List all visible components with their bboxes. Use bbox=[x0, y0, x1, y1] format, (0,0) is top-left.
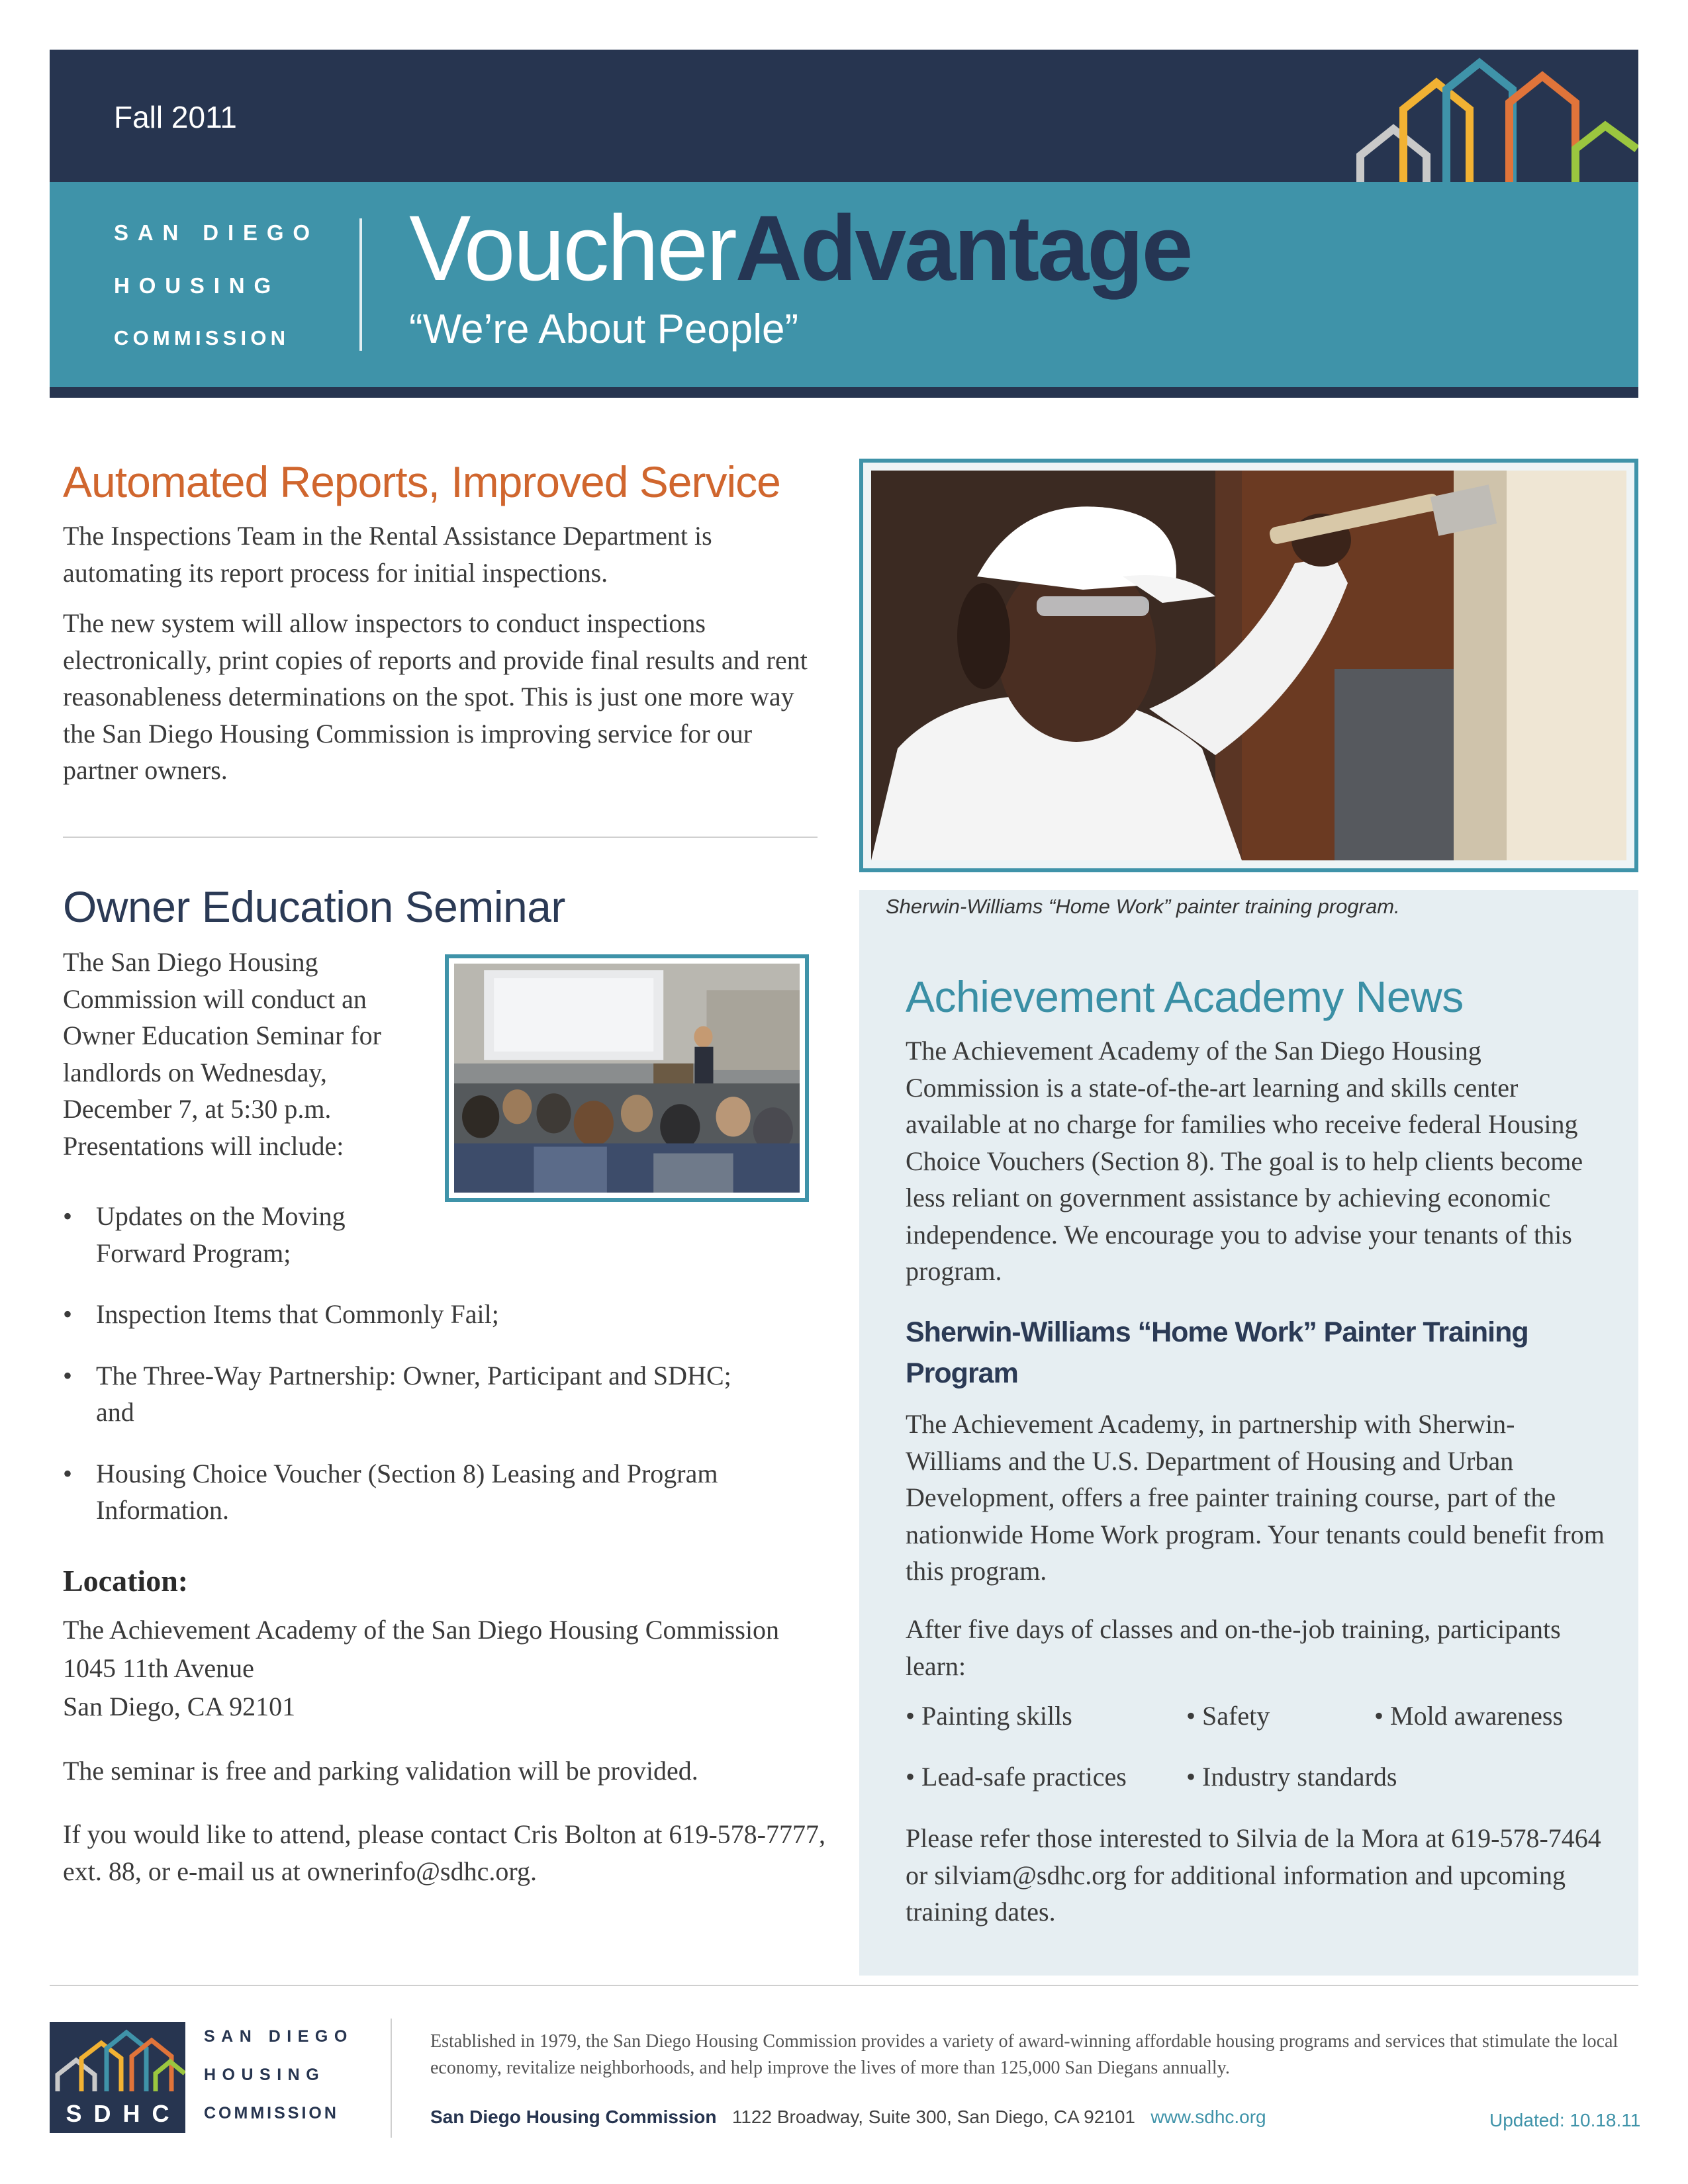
skill-item: • Safety bbox=[1186, 1701, 1270, 1731]
location-line: The Achievement Academy of the San Diego Housing Commission bbox=[63, 1615, 780, 1645]
section-divider bbox=[63, 837, 818, 838]
skill-item: • Lead-safe practices bbox=[906, 1762, 1127, 1792]
footer-street-address: 1122 Broadway, Suite 300, San Diego, CA 92101 bbox=[731, 2107, 1135, 2127]
org-name-line-1: SAN DIEGO bbox=[114, 220, 319, 245]
seminar-topic-item bbox=[63, 1357, 824, 1431]
seminar-topic-text: Updates on the Moving Forward Program; bbox=[96, 1201, 346, 1268]
footer-website-link[interactable]: www.sdhc.org bbox=[1150, 2107, 1266, 2127]
location-label: Location: bbox=[63, 1564, 189, 1598]
seminar-topic-item bbox=[63, 1198, 824, 1271]
tagline: “We’re About People” bbox=[409, 306, 799, 352]
photo-caption: Sherwin-Williams “Home Work” painter training program. bbox=[886, 895, 1400, 918]
section-owner-seminar-intro: The San Diego Housing Commission will conduct an Owner Education Seminar for landlords on Wednesday, December 7, at 5:30 p.m. Presentations will include: bbox=[63, 947, 381, 1161]
painter-photo-image bbox=[871, 471, 1626, 860]
org-name-line-3: COMMISSION bbox=[114, 326, 290, 349]
seminar-topic-text: Inspection Items that Commonly Fail; bbox=[96, 1299, 499, 1329]
bullet-icon: • bbox=[63, 1360, 73, 1390]
title-advantage: Advantage bbox=[735, 196, 1192, 300]
achievement-academy-p1: The Achievement Academy of the San Diego Housing Commission is a state-of-the-art learning and skills center available at no charge for families who receive federal Housing Choice Vouchers (Section 8). The goal is to help clients become less reliant on government assistance by achieving economic independence. We encourage you to advise your tenants of this program. bbox=[906, 1036, 1583, 1286]
skill-item: • Industry standards bbox=[1186, 1762, 1397, 1792]
section-automated-reports-p1: The Inspections Team in the Rental Assistance Department is automating its report process for initial inspections. bbox=[63, 521, 712, 588]
footer-houses-icon bbox=[50, 2022, 185, 2098]
footer-org-name: San Diego Housing Commission bbox=[430, 2107, 717, 2127]
seminar-attend-note: If you would like to attend, please contact Cris Bolton at 619-578-7777, ext. 88, or e-mail us at ownerinfo@sdhc.org. bbox=[63, 1819, 825, 1886]
bullet-icon: • bbox=[63, 1201, 73, 1231]
seminar-photo bbox=[445, 954, 809, 1202]
section-automated-reports-p2: The new system will allow inspectors to conduct inspections electronically, print copies of reports and provide final results and rent reasonableness determinations on the spot. This is just one more way the San Diego Housing Commission is improving service for our partner owners. bbox=[63, 608, 808, 785]
footer-rule bbox=[50, 1985, 1638, 1986]
sherwin-williams-p2: After five days of classes and on-the-job training, participants learn: bbox=[906, 1614, 1561, 1681]
location-address bbox=[63, 1611, 857, 1726]
seminar-photo-image bbox=[454, 964, 800, 1193]
sherwin-williams-contact: Please refer those interested to Silvia de la Mora at 619-578-7464 or silviam@sdhc.org for additional information and upcoming training dates. bbox=[906, 1823, 1601, 1927]
skill-item: • Painting skills bbox=[906, 1701, 1072, 1731]
org-name-line-2: HOUSING bbox=[114, 273, 281, 298]
achievement-academy-title: Achievement Academy News bbox=[906, 972, 1464, 1021]
painter-photo bbox=[859, 459, 1638, 872]
footer-address bbox=[430, 2107, 1266, 2128]
seminar-topics-list bbox=[63, 1198, 824, 1553]
footer-org-line-3: COMMISSION bbox=[204, 2104, 339, 2122]
updated-date: Updated: 10.18.11 bbox=[1489, 2110, 1641, 2130]
seminar-topic-item bbox=[63, 1296, 824, 1333]
skill-item: • Mold awareness bbox=[1374, 1701, 1564, 1731]
issue-season: Fall 2011 bbox=[114, 100, 237, 134]
seminar-free-note: The seminar is free and parking validation will be provided. bbox=[63, 1756, 698, 1786]
footer-org-line-1: SAN DIEGO bbox=[204, 2027, 353, 2046]
location-line: 1045 11th Avenue bbox=[63, 1653, 254, 1683]
bullet-icon: • bbox=[63, 1458, 73, 1488]
section-automated-reports-title: Automated Reports, Improved Service bbox=[63, 457, 780, 506]
sherwin-williams-p1: The Achievement Academy, in partnership with Sherwin-Williams and the U.S. Department of Housing and Urban Development, offers a free painter training course, part of the nationwide Home Work program. Your tenants could benefit from this program. bbox=[906, 1409, 1605, 1586]
bullet-icon: • bbox=[63, 1299, 73, 1329]
footer-logo-text: SDHC bbox=[66, 2100, 181, 2127]
footer-about: Established in 1979, the San Diego Housing Commission provides a variety of award-winning affordable housing programs and services that stimulate the local economy, revitalize neighborhoods, and help improve the lives of more than 125,000 San Diegans annually. bbox=[430, 2031, 1618, 2078]
section-owner-seminar-title: Owner Education Seminar bbox=[63, 882, 565, 931]
location-line: San Diego, CA 92101 bbox=[63, 1692, 296, 1721]
footer-divider bbox=[391, 2019, 392, 2138]
title-voucher: Voucher bbox=[409, 196, 735, 300]
sherwin-williams-subtitle: Sherwin-Williams “Home Work” Painter Training Program bbox=[906, 1316, 1528, 1389]
footer-org-line-2: HOUSING bbox=[204, 2066, 326, 2084]
seminar-topic-item bbox=[63, 1455, 824, 1529]
houses-logo-icon bbox=[1354, 56, 1638, 182]
seminar-topic-text: The Three-Way Partnership: Owner, Participant and SDHC; and bbox=[96, 1360, 731, 1427]
header-bottom-rule bbox=[50, 387, 1638, 398]
header-divider bbox=[359, 218, 362, 351]
newsletter-title bbox=[409, 196, 1192, 300]
seminar-topic-text: Housing Choice Voucher (Section 8) Leasing and Program Information. bbox=[96, 1458, 718, 1525]
